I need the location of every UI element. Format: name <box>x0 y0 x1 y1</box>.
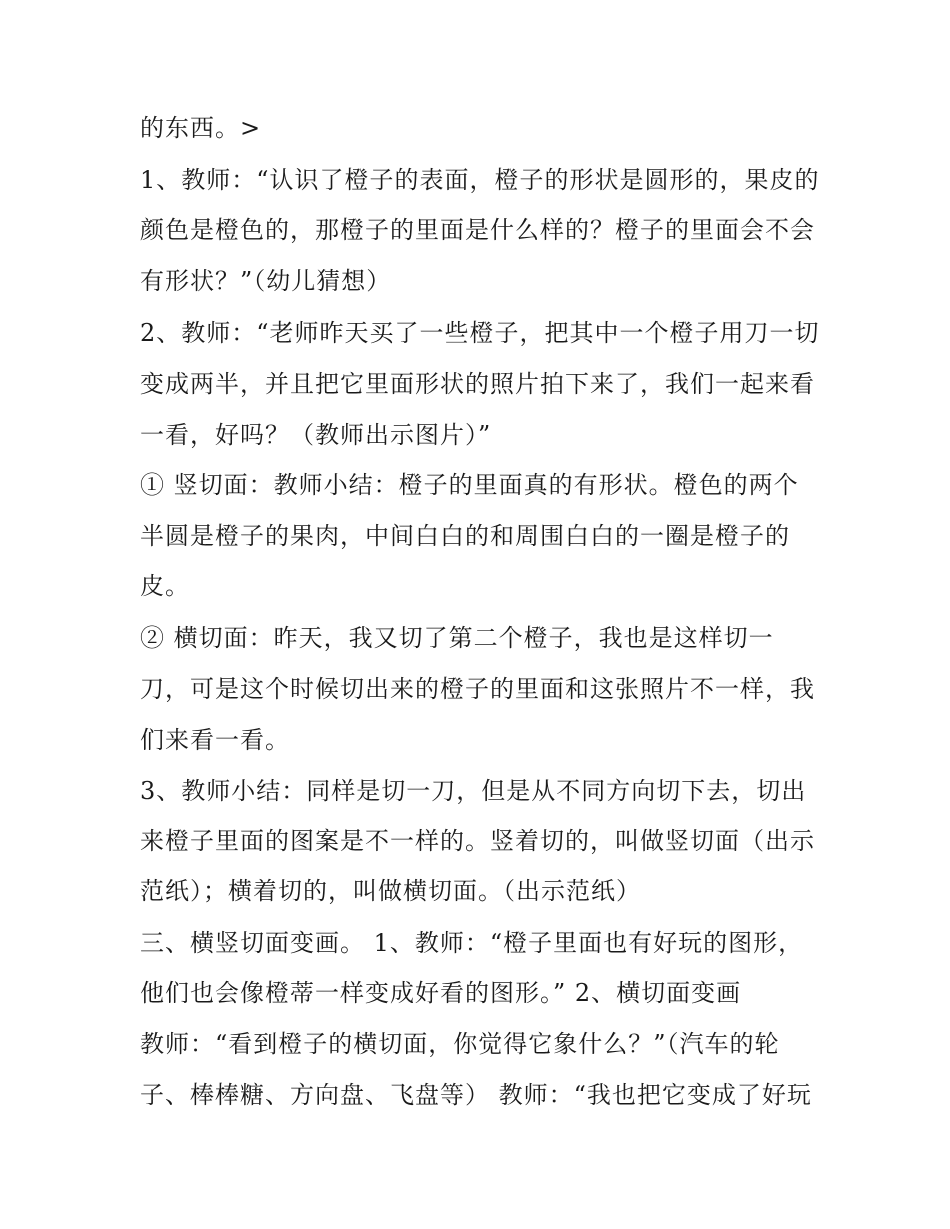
text-line: 颜色是橙色的，那橙子的里面是什么样的？橙子的里面会不会 <box>140 216 815 244</box>
text-line: 有形状？”（幼儿猜想） <box>140 267 392 295</box>
text-line: 1、教师：“认识了橙子的表面，橙子的形状是圆形的，果皮的 <box>140 166 820 194</box>
text-line: 半圆是橙子的果肉，中间白白的和周围白白的一圈是橙子的 <box>140 522 790 550</box>
text-line: 的东西。> <box>140 114 262 142</box>
text-line: 2、教师：“老师昨天买了一些橙子，把其中一个橙子用刀一切 <box>140 319 820 347</box>
text-line: 3、教师小结：同样是切一刀，但是从不同方向切下去，切出 <box>140 777 807 805</box>
text-line: 他们也会像橙蒂一样变成好看的图形。” 2、横切面变画 <box>140 979 742 1007</box>
text-line: 变成两半，并且把它里面形状的照片拍下来了，我们一起来看 <box>140 370 815 398</box>
text-line: 范纸）；横着切的，叫做横切面。（出示范纸） <box>140 877 641 905</box>
text-line: 刀，可是这个时候切出来的橙子的里面和这张照片不一样，我 <box>140 675 815 703</box>
text-line: 教师：“看到橙子的横切面，你觉得它象什么？”（汽车的轮 <box>140 1030 780 1058</box>
text-line: 子、棒棒糖、方向盘、飞盘等） 教师：“我也把它变成了好玩 <box>140 1081 812 1109</box>
text-line: 皮。 <box>140 572 190 600</box>
text-line: 来橙子里面的图案是不一样的。竖着切的，叫做竖切面（出示 <box>140 827 815 855</box>
text-line: 三、横竖切面变画。 1、教师：“橙子里面也有好玩的图形， <box>140 929 804 957</box>
text-line: 们来看一看。 <box>140 726 290 754</box>
text-line: 一看，好吗？（教师出示图片）” <box>140 421 492 449</box>
text-line: ② 横切面：昨天，我又切了第二个橙子，我也是这样切一 <box>140 624 774 652</box>
text-line: ① 竖切面：教师小结：橙子的里面真的有形状。橙色的两个 <box>140 471 799 499</box>
